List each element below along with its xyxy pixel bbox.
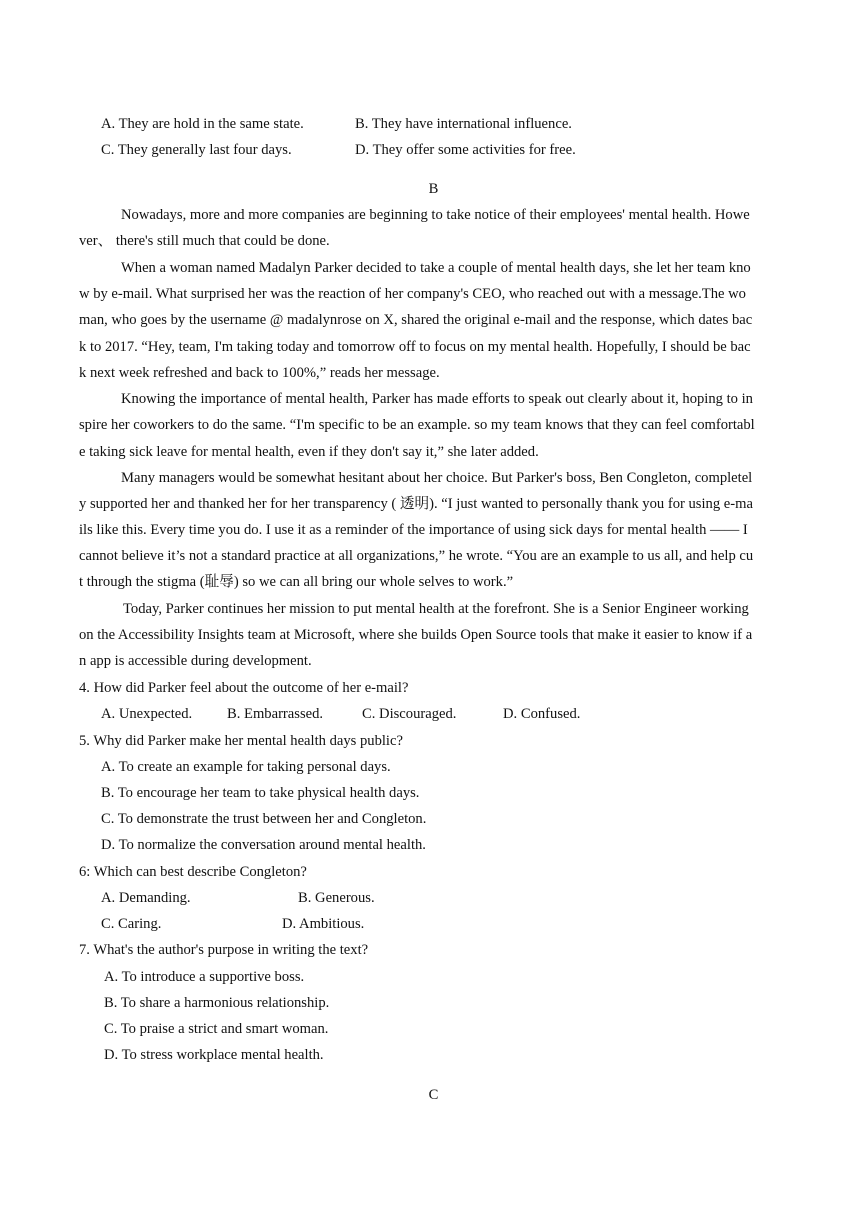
prev-option-b: B. They have international influence. — [355, 116, 572, 132]
prev-option-c: C. They generally last four days. — [101, 142, 292, 158]
section-b-heading: B — [428, 181, 439, 197]
passage-line: y supported her and thanked her for her transparency ( 透明). “I just wanted to personally thank you for using e-ma — [79, 496, 753, 512]
question-4-option-a: A. Unexpected. — [101, 706, 193, 722]
question-7-stem: 7. What's the author's purpose in writing the text? — [79, 942, 369, 958]
passage-line: When a woman named Madalyn Parker decided to take a couple of mental health days, she let her team kno — [121, 260, 751, 276]
question-7-option-c: C. To praise a strict and smart woman. — [104, 1021, 329, 1037]
question-5-option-c: C. To demonstrate the trust between her and Congleton. — [101, 811, 427, 827]
prev-option-a: A. They are hold in the same state. — [101, 116, 304, 132]
question-4-option-b: B. Embarrassed. — [227, 706, 324, 722]
passage-line: on the Accessibility Insights team at Microsoft, where she builds Open Source tools that make it easier to know if a — [79, 627, 753, 643]
passage-line: cannot believe it’s not a standard practice at all organizations,” he wrote. “You are an example to us all, and help cu — [79, 548, 754, 564]
question-6-option-b: B. Generous. — [298, 890, 375, 906]
passage-line: t through the stigma (耻辱) so we can all bring our whole selves to work.” — [79, 574, 514, 590]
passage-line: ver、 there's still much that could be done. — [79, 233, 330, 249]
question-7-option-a: A. To introduce a supportive boss. — [104, 969, 305, 985]
passage-line: Nowadays, more and more companies are beginning to take notice of their employees' mental health. Howe — [121, 207, 750, 223]
passage-line: k to 2017. “Hey, team, I'm taking today and tomorrow off to focus on my mental health. Hopefully, I should be bac — [79, 339, 751, 355]
question-4-stem: 4. How did Parker feel about the outcome of her e-mail? — [79, 680, 409, 696]
question-5-stem: 5. Why did Parker make her mental health days public? — [79, 733, 403, 749]
question-7-option-d: D. To stress workplace mental health. — [104, 1047, 324, 1063]
passage-line: ils like this. Every time you do. I use it as a reminder of the importance of using sick days for mental health —— I — [79, 522, 748, 538]
passage-line: Knowing the importance of mental health, Parker has made efforts to speak out clearly about it, hoping to in — [121, 391, 753, 407]
passage-line: e taking sick leave for mental health, even if they don't say it,” she later added. — [79, 444, 539, 460]
question-5-option-a: A. To create an example for taking personal days. — [101, 759, 391, 775]
question-6-option-a: A. Demanding. — [101, 890, 191, 906]
passage-line: k next week refreshed and back to 100%,” reads her message. — [79, 365, 440, 381]
question-4-option-d: D. Confused. — [503, 706, 581, 722]
question-6-option-d: D. Ambitious. — [282, 916, 365, 932]
prev-option-d: D. They offer some activities for free. — [355, 142, 576, 158]
passage-line: Many managers would be somewhat hesitant about her choice. But Parker's boss, Ben Congleton, completel — [121, 470, 753, 486]
section-c-heading: C — [428, 1087, 439, 1103]
passage-line: w by e-mail. What surprised her was the reaction of her company's CEO, who reached out with a message.The wo — [79, 286, 746, 302]
question-5-option-d: D. To normalize the conversation around mental health. — [101, 837, 426, 853]
passage-line: man, who goes by the username @ madalynrose on X, shared the original e-mail and the response, which dates bac — [79, 312, 753, 328]
question-4-option-c: C. Discouraged. — [362, 706, 457, 722]
passage-line: spire her coworkers to do the same. “I'm specific to be an example. so my team knows that they can feel comfortabl — [79, 417, 755, 433]
question-5-option-b: B. To encourage her team to take physical health days. — [101, 785, 420, 801]
passage-line: n app is accessible during development. — [79, 653, 312, 669]
question-7-option-b: B. To share a harmonious relationship. — [104, 995, 330, 1011]
passage-line: Today, Parker continues her mission to put mental health at the forefront. She is a Senior Engineer working — [123, 601, 749, 617]
question-6-stem: 6: Which can best describe Congleton? — [79, 864, 307, 880]
question-6-option-c: C. Caring. — [101, 916, 162, 932]
